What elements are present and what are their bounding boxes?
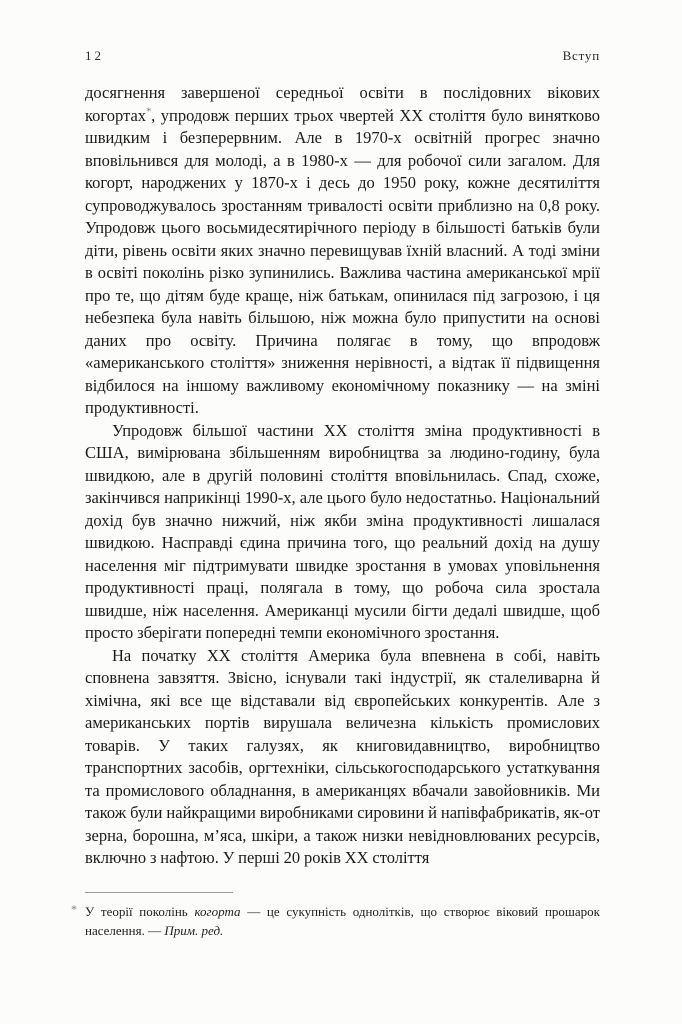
paragraph-1-text-end: , упродовж перших трьох чвертей XX століття було винятково швидким і безперервним. Але в 1970-х освітній прогрес значно вповільнився для молоді, а в 1980-х — для робочої сили загалом. Для когорт, народжених у 1870-х і десь до 1950 року, кожне десятиліття супроводжувалось зростанням тривалості освіти приблизно на 0,8 року. Упродовж цього восьмидесятирічного періоду в більшості батьків були діти, рівень освіти яких значно перевищував їхній власний. А тоді зміни в освіті поколінь різко зупинились. Важлива частина американської мрії про те, що дітям буде краще, ніж батькам, опинилася під загрозою, і ця небезпека була навіть більшою, ніж можна було припустити на основі даних про освіту. Причина полягає в тому, що впродовж «американського століття» зниження нерівності, а відтак її підвищення відбилося на іншому важливому економічному показнику — на зміні продуктивності.	[85, 105, 600, 417]
chapter-title: Вступ	[562, 48, 600, 63]
footnote-text-part-2: — це сукупність однолітків, що створює віковий прошарок населення. —	[85, 904, 600, 938]
paragraph-2: Упродовж більшої частини XX століття зміна продуктивності в США, вимірювана збільшенням виробництва за людино-годину, була швидкою, але в другій половині століття вповільнилась. Спад, схоже, закінчився наприкінці 1990-х, але цього було недостатньо. Національний дохід був значно нижчий, ніж якби зміна продуктивності лишалася швидкою. Насправді єдина причина того, що реальний дохід на душу населення міг підтримувати швидке зростання в умовах уповільнення продуктивності праці, полягала в тому, що робоча сила зростала швидше, ніж населення. Американці мусили бігти дедалі швидше, щоб просто зберігати попередні темпи економічного зростання.	[85, 420, 600, 642]
page-header	[85, 48, 600, 64]
body-text	[85, 82, 600, 870]
paragraph-1	[85, 82, 600, 420]
footnote-attribution: Прим. ред.	[164, 923, 224, 938]
footnote	[71, 902, 600, 940]
footnote-reference: *	[146, 106, 152, 117]
footnote-area	[71, 892, 600, 940]
footnote-marker: *	[71, 902, 77, 916]
page-number: 12	[85, 48, 104, 63]
footnote-text	[85, 902, 600, 940]
footnote-divider	[85, 892, 233, 893]
footnote-term: когорта	[194, 904, 241, 919]
paragraph-1-text-start: досягнення завершеної середньої освіти в послідовних вікових когортах	[85, 83, 600, 125]
footnote-text-part-1: У теорії поколінь	[85, 904, 195, 919]
paragraph-3: На початку XX століття Америка була впевнена в собі, навіть сповнена завзяття. Звісно, існували такі індустрії, як сталеливарна й хімічна, які все ще відставали від європейських конкурентів. Але з американських портів вирушала величезна кількість промислових товарів. У таких галузях, як книговидавництво, виробництво транспортних засобів, оргтехніки, сільськогосподарського устаткування та промислового обладнання, в американцях вбачали завойовників. Ми також були найкращими виробниками сировини й напівфабрикатів, як-от зерна, борошна, м’яса, шкіри, а також низки невідновлюваних ресурсів, включно з нафтою. У перші 20 років XX століття	[85, 645, 600, 867]
